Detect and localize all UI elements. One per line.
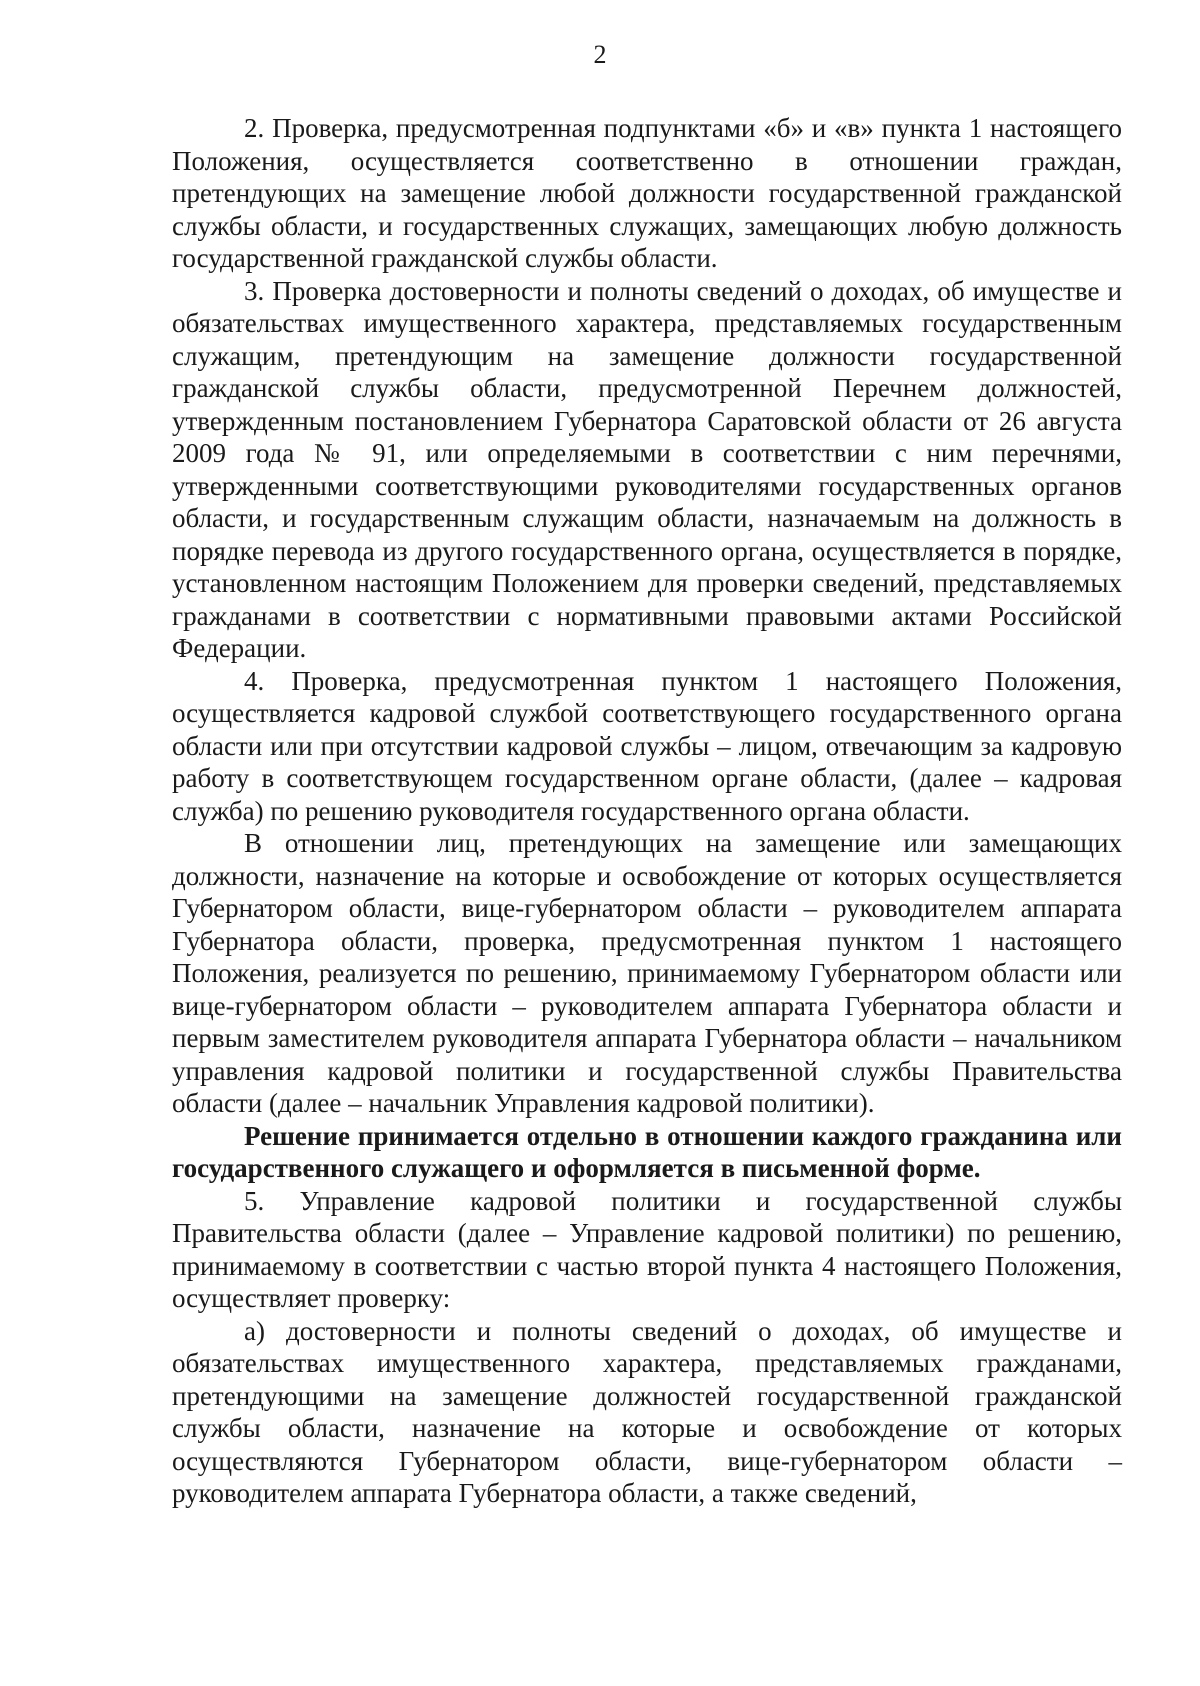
- paragraph-4: 4. Проверка, предусмотренная пунктом 1 настоящего Положения, осуществляется кадровой службой соответствующего государственного органа области или при отсутствии кадровой службы – лицом, отвечающим за кадровую работу в соответствующем государственном органе области, (далее – кадровая служба) по решению руководителя государственного органа области.: [172, 665, 1122, 826]
- page-number: 2: [593, 40, 607, 69]
- paragraph-4-part-2: В отношении лиц, претендующих на замещение или замещающих должности, назначение на которые и освобождение от которых осуществляется Губернатором области, вице-губернатором области – руководителем аппарата Губернатора области, проверка, предусмотренная пунктом 1 настоящего Положения, реализуется по решению, принимаемому Губернатором области или вице-губернатором области – руководителем аппарата Губернатора области и первым заместителем руководителя аппарата Губернатора области – начальником управления кадровой политики и государственной службы Правительства области (далее – начальник Управления кадровой политики).: [172, 828, 1122, 1118]
- paragraph-3: 3. Проверка достоверности и полноты сведений о доходах, об имуществе и обязательствах имущественного характера, представляемых государственным служащим, претендующим на замещение должности государственной гражданской службы области, предусмотренной Перечнем должностей, утвержденным постановлением Губернатора Саратовской области от 26 августа 2009 года № 91, или определяемыми в соответствии с ним перечнями, утвержденными соответствующими руководителями государственных органов области, и государственным служащим области, назначаемым на должность в порядке перевода из другого государственного органа, осуществляется в порядке, установленном настоящим Положением для проверки сведений, представляемых гражданами в соответствии с нормативными правовыми актами Российской Федерации.: [172, 275, 1122, 663]
- paragraph-5: 5. Управление кадровой политики и государственной службы Правительства области (далее – Управление кадровой политики) по решению, принимаемому в соответствии с частью второй пункта 4 настоящего Положения, осуществляет проверку:: [172, 1185, 1122, 1313]
- paragraph-5-a: а) достоверности и полноты сведений о доходах, об имуществе и обязательствах имущественного характера, представляемых гражданами, претендующими на замещение должностей государственной гражданской службы области, назначение на которые и освобождение от которых осуществляются Губернатором области, вице-губернатором области – руководителем аппарата Губернатора области, а также сведений,: [172, 1315, 1122, 1508]
- document-body: [172, 112, 1122, 1510]
- paragraph-4-part-3: Решение принимается отдельно в отношении каждого гражданина или государственного служащего и оформляется в письменной форме.: [172, 1120, 1122, 1183]
- paragraph-2: 2. Проверка, предусмотренная подпунктами «б» и «в» пункта 1 настоящего Положения, осуществляется соответственно в отношении граждан, претендующих на замещение любой должности государственной гражданской службы области, и государственных служащих, замещающих любую должность государственной гражданской службы области.: [172, 113, 1122, 273]
